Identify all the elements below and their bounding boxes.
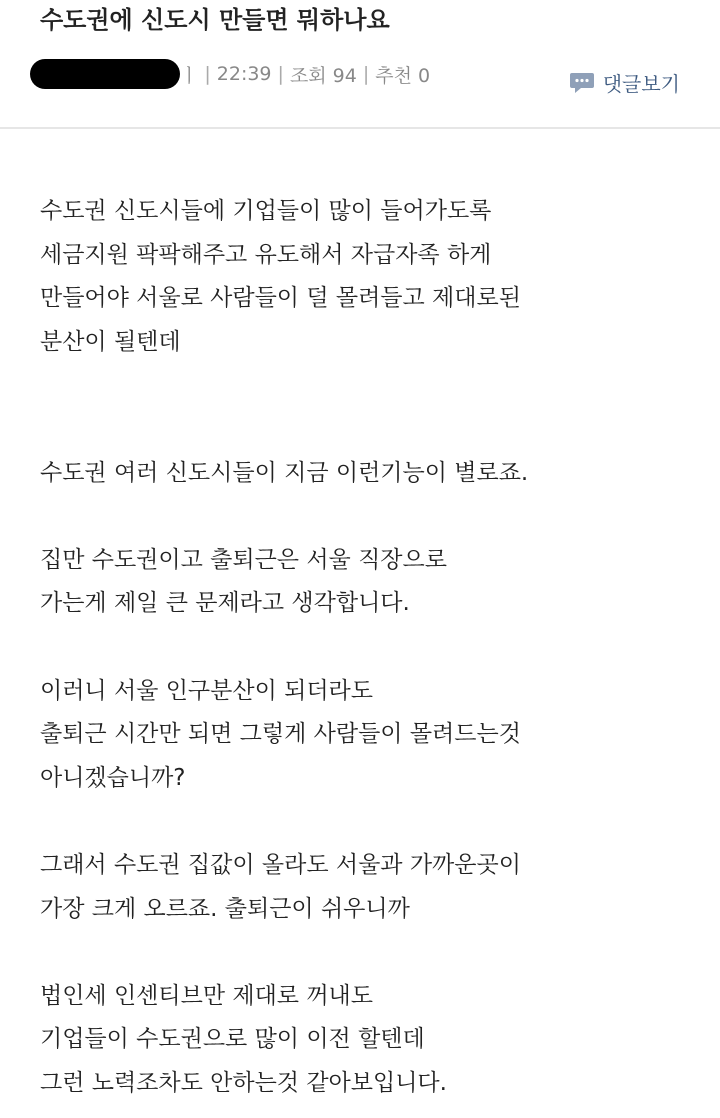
body-text-line: 가는게 제일 큰 문제라고 생각합니다. <box>40 590 410 617</box>
blank-line <box>40 364 700 408</box>
body-text-line: 기업들이 수도권으로 많이 이전 할텐데 <box>40 1026 425 1053</box>
meta-separator: | <box>204 63 211 85</box>
post-title: 수도권에 신도시 만들면 뭐하나요 <box>40 6 390 34</box>
blank-line <box>40 800 700 844</box>
view-comments-label: 댓글보기 <box>602 72 680 96</box>
blank-line <box>40 495 700 539</box>
view-count: 조회 94 <box>289 64 357 87</box>
meta-separator: | <box>277 63 284 85</box>
body-text-line: 세금지원 팍팍해주고 유도해서 자급자족 하게 <box>40 241 492 268</box>
redacted-author <box>30 59 180 89</box>
body-text-line: 그래서 수도권 집값이 올라도 서울과 가까운곳이 <box>40 851 521 878</box>
recommend-count: 추천 0 <box>375 64 431 87</box>
body-text-line: 수도권 신도시들에 기업들이 많이 들어가도록 <box>40 198 492 224</box>
post-body <box>40 190 700 1105</box>
view-comments-button[interactable] <box>569 68 680 97</box>
speech-bubble-icon <box>569 72 595 94</box>
post-time: 22:39 <box>216 63 272 85</box>
body-text-line: 이러니 서울 인구분산이 되더라도 <box>40 677 373 704</box>
header-divider <box>0 127 720 129</box>
body-text-line: 가장 크게 오르죠. 출퇴근이 쉬우니까 <box>40 895 410 922</box>
body-text-line: 수도권 여러 신도시들이 지금 이런기능이 별로죠. <box>40 459 529 486</box>
body-text-line: 출퇴근 시간만 되면 그렇게 사람들이 몰려드는것 <box>40 721 521 748</box>
blank-line <box>40 408 700 452</box>
body-text-line: 법인세 인센티브만 제대로 꺼내도 <box>40 982 373 1009</box>
body-text-line: 아니겠습니까? <box>40 764 186 791</box>
post-meta <box>30 56 430 92</box>
body-text-line: 만들어야 서울로 사람들이 덜 몰려들고 제대로된 <box>40 285 521 312</box>
body-text-line: 그런 노력조차도 안하는것 같아보입니다. <box>40 1069 447 1096</box>
meta-separator: | <box>362 63 370 85</box>
body-text-line: 집만 수도권이고 출퇴근은 서울 직장으로 <box>40 546 447 573</box>
author-name-tail: ㅣ <box>180 64 199 87</box>
blank-line <box>40 931 700 975</box>
body-text-line: 분산이 될텐데 <box>40 328 181 355</box>
blank-line <box>40 626 700 670</box>
